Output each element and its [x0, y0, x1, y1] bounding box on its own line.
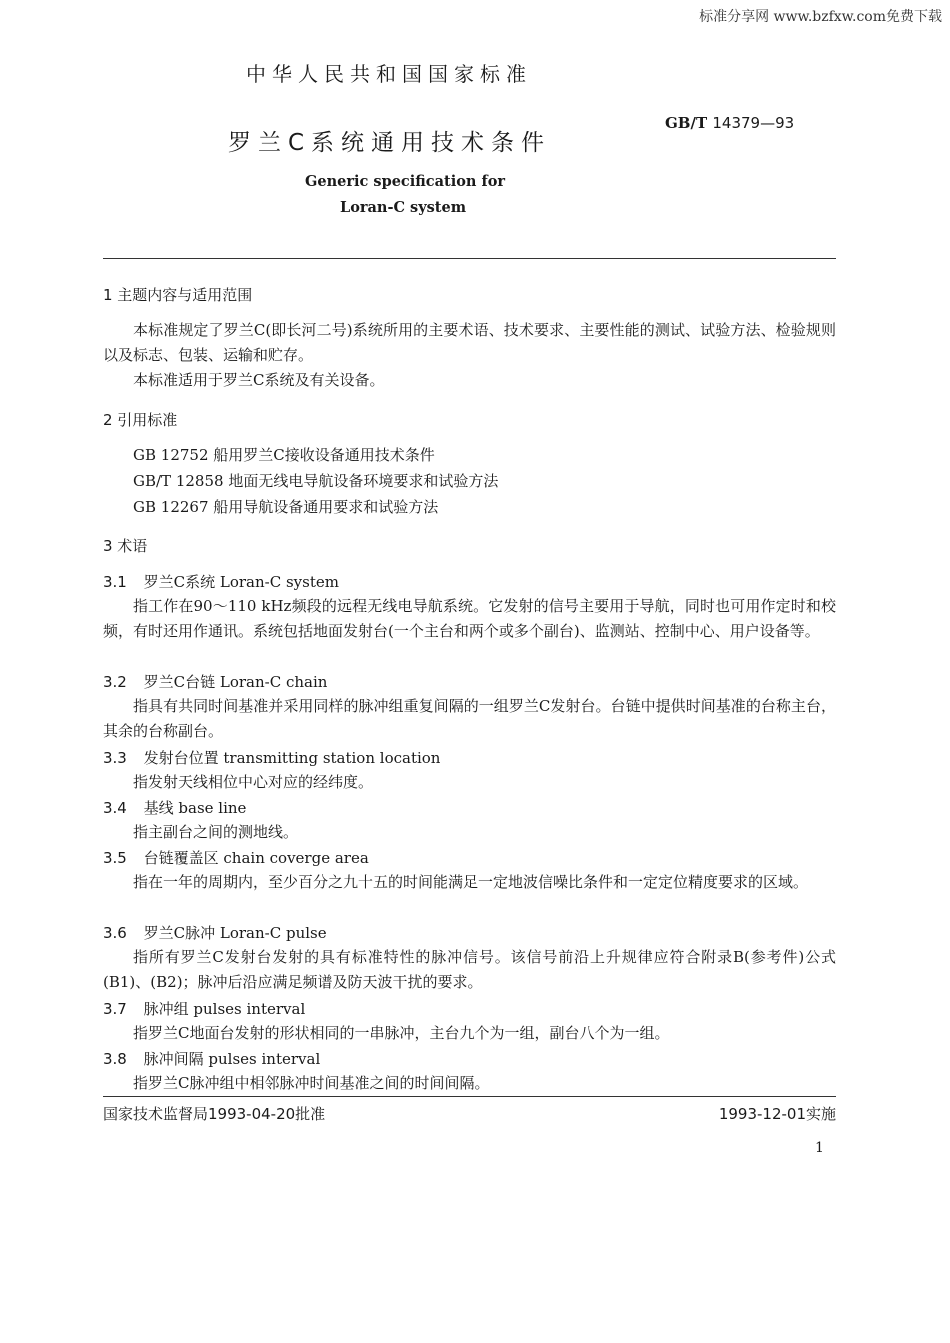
term-number: 3.4: [103, 799, 127, 817]
footer-divider: [103, 1096, 836, 1097]
document-title: 罗兰C系统通用技术条件: [228, 130, 552, 156]
term-name: 罗兰C台链 Loran-C chain: [143, 673, 328, 691]
section-3-heading: 3 术语: [103, 537, 148, 555]
section-2-heading: 2 引用标准: [103, 411, 178, 429]
term-number: 3.6: [103, 924, 127, 942]
page-number: 1: [815, 1140, 824, 1156]
term-number: 3.7: [103, 1000, 127, 1018]
reference-item: GB/T 12858 地面无线电导航设备环境要求和试验方法: [133, 472, 499, 490]
term-heading: [103, 998, 305, 1019]
term-definition: 指具有共同时间基准并采用同样的脉冲组重复间隔的一组罗兰C发射台。台链中提供时间基准的台称主台，其余的台称副台。: [103, 697, 836, 740]
term-number: 3.2: [103, 673, 127, 691]
effective-date: 1993-12-01实施: [718, 1105, 836, 1123]
term-name: 脉冲组 pulses interval: [143, 1000, 306, 1018]
term-name: 脉冲间隔 pulses interval: [143, 1050, 321, 1068]
english-title-line1: Generic specification for: [305, 173, 506, 190]
reference-item: GB 12752 船用罗兰C接收设备通用技术条件: [133, 446, 435, 464]
section-1-heading: 1 主题内容与适用范围: [103, 286, 253, 304]
standard-code-number: 14379—93: [712, 114, 795, 132]
term-name: 罗兰C系统 Loran-C system: [143, 573, 339, 591]
standard-code: [665, 114, 794, 132]
term-heading: [103, 797, 246, 818]
approval-note: 国家技术监督局1993-04-20批准: [103, 1105, 326, 1123]
watermark-text: 标准分享网 www.bzfxw.com免费下载: [699, 9, 942, 25]
standard-code-prefix: GB/T: [665, 114, 708, 132]
term-name: 罗兰C脉冲 Loran-C pulse: [143, 924, 327, 942]
term-definition: 指发射天线相位中心对应的经纬度。: [133, 773, 374, 791]
term-definition: 指主副台之间的测地线。: [133, 823, 299, 841]
term-name: 发射台位置 transmitting station location: [143, 749, 441, 767]
national-standard-label: 中华人民共和国国家标准: [246, 62, 532, 86]
english-title-line2: Loran-C system: [340, 199, 467, 216]
term-number: 3.5: [103, 849, 127, 867]
term-definition: 指罗兰C脉冲组中相邻脉冲时间基准之间的时间间隔。: [133, 1074, 490, 1092]
term-definition: 指工作在90～110 kHz频段的远程无线电导航系统。它发射的信号主要用于导航，同时也可用作定时和校频，有时还用作通讯。系统包括地面发射台(一个主台和两个或多个副台)、监测站、控制中心、用户设备等。: [103, 597, 836, 640]
term-number: 3.8: [103, 1050, 127, 1068]
term-number: 3.3: [103, 749, 127, 767]
term-heading: [103, 747, 440, 768]
reference-item: GB 12267 船用导航设备通用要求和试验方法: [133, 498, 439, 516]
term-definition: 指在一年的周期内，至少百分之九十五的时间能满足一定地波信噪比条件和一定定位精度要求的区域。: [133, 873, 809, 891]
term-name: 基线 base line: [143, 799, 247, 817]
term-heading: [103, 1048, 320, 1069]
term-number: 3.1: [103, 573, 127, 591]
term-heading: [103, 847, 369, 868]
term-definition: 指所有罗兰C发射台发射的具有标准特性的脉冲信号。该信号前沿上升规律应符合附录B(参考件)公式(B1)、(B2)；脉冲后沿应满足频谱及防天波干扰的要求。: [103, 948, 836, 991]
term-heading: [103, 922, 327, 943]
term-definition: 指罗兰C地面台发射的形状相同的一串脉冲，主台九个为一组，副台八个为一组。: [133, 1024, 670, 1042]
section-1-para-2: 本标准适用于罗兰C系统及有关设备。: [133, 371, 385, 389]
term-name: 台链覆盖区 chain coverge area: [143, 849, 369, 867]
section-1-para-1: 本标准规定了罗兰C(即长河二号)系统所用的主要术语、技术要求、主要性能的测试、试验方法、检验规则以及标志、包装、运输和贮存。: [103, 321, 836, 364]
header-divider: [103, 258, 836, 259]
term-heading: [103, 671, 327, 692]
term-heading: [103, 571, 339, 592]
